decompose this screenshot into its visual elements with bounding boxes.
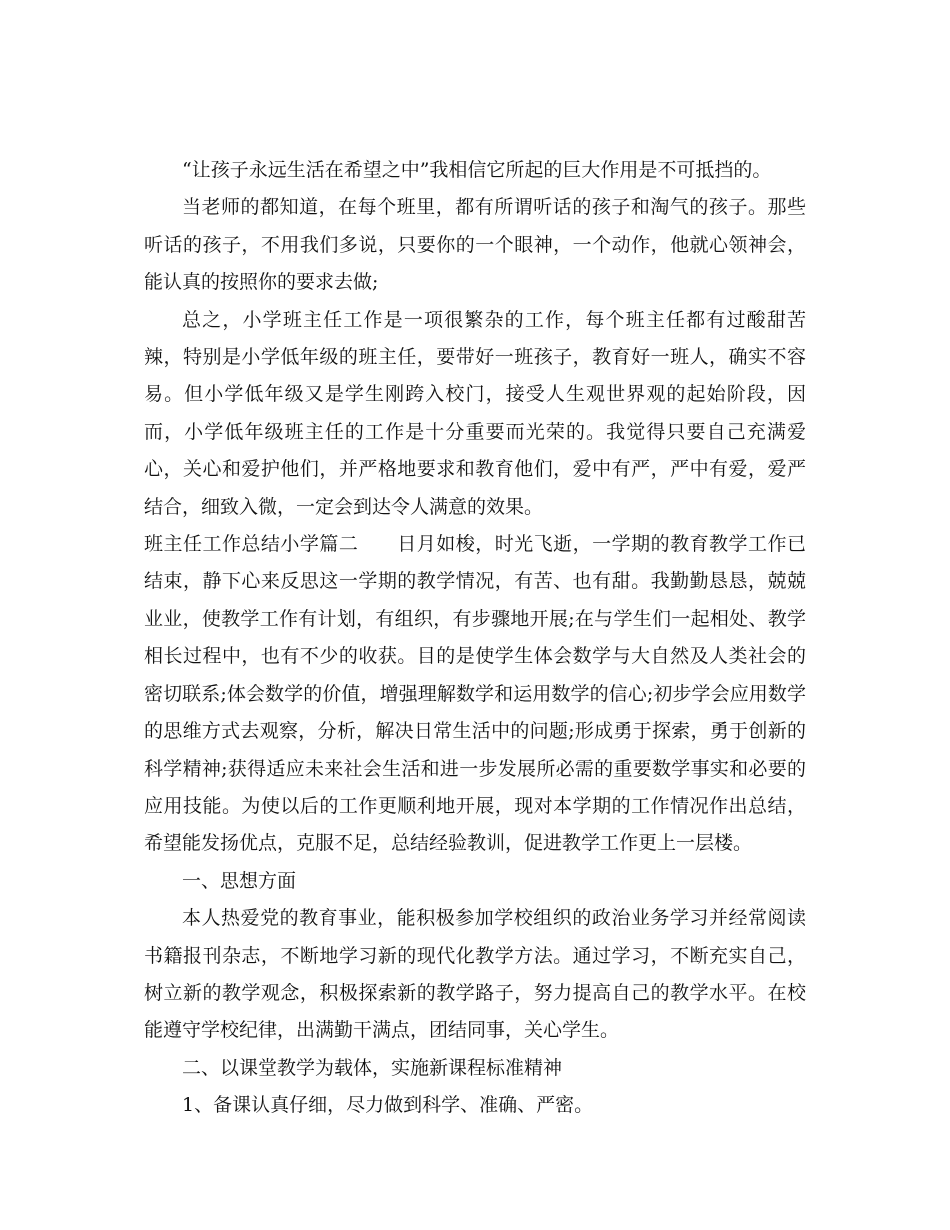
section-heading-2: 二、以课堂教学为载体，实施新课程标准精神 — [182, 1056, 563, 1079]
paragraph-3: 总之，小学班主任工作是一项很繁杂的工作，每个班主任都有过酸甜苦辣，特别是小学低年级的班主任，要带好一班孩子，教育好一班人，确实不容易。但小学低年级又是学生刚跨入校门，接受人生观世界观的起始阶段，因而，小学低年级班主任的工作是十分重要而光荣的。我觉得只要自己充满爱心，关心和爱护他们，并严格地要求和教育他们，爱中有严，严中有爱，爱严结合，细致入微，一定会到达令人满意的效果。 — [144, 308, 806, 518]
paragraph-2: 当老师的都知道，在每个班里，都有所谓听话的孩子和淘气的孩子。那些听话的孩子，不用我们多说，只要你的一个眼神，一个动作，他就心领神会，能认真的按照你的要求去做; — [144, 196, 806, 294]
document-body — [144, 152, 806, 1125]
paragraph-4: 班主任工作总结小学篇二 日月如梭，时光飞逝，一学期的教育教学工作已结束，静下心来反思这一学期的教学情况，有苦、也有甜。我勤勤恳恳，兢兢业业，使教学工作有计划，有组织，有步骤地开展;在与学生们一起相处、教学相长过程中，也有不少的收获。目的是使学生体会数学与大自然及人类社会的密切联系;体会数学的价值，增强理解数学和运用数学的信心;初步学会应用数学的思维方式去观察，分析，解决日常生活中的问题;形成勇于探索，勇于创新的科学精神;获得适应未来社会生活和进一步发展所必需的重要数学事实和必要的应用技能。为使以后的工作更顺利地开展，现对本学期的工作情况作出总结，希望能发扬优点，克服不足，总结经验教训，促进教学工作更上一层楼。 — [144, 533, 806, 855]
section-heading-1: 一、思想方面 — [182, 869, 297, 892]
paragraph-5: 本人热爱党的教育事业，能积极参加学校组织的政治业务学习并经常阅读书籍报刊杂志，不断地学习新的现代化教学方法。通过学习，不断充实自己，树立新的教学观念，积极探索新的教学路子，努力提高自己的教学水平。在校能遵守学校纪律，出满勤干满点，团结同事，关心学生。 — [144, 907, 806, 1042]
paragraph-1: “让孩子永远生活在希望之中”我相信它所起的巨大作用是不可抵挡的。 — [182, 159, 772, 181]
paragraph-6: 1、备课认真仔细，尽力做到科学、准确、严密。 — [182, 1094, 594, 1117]
